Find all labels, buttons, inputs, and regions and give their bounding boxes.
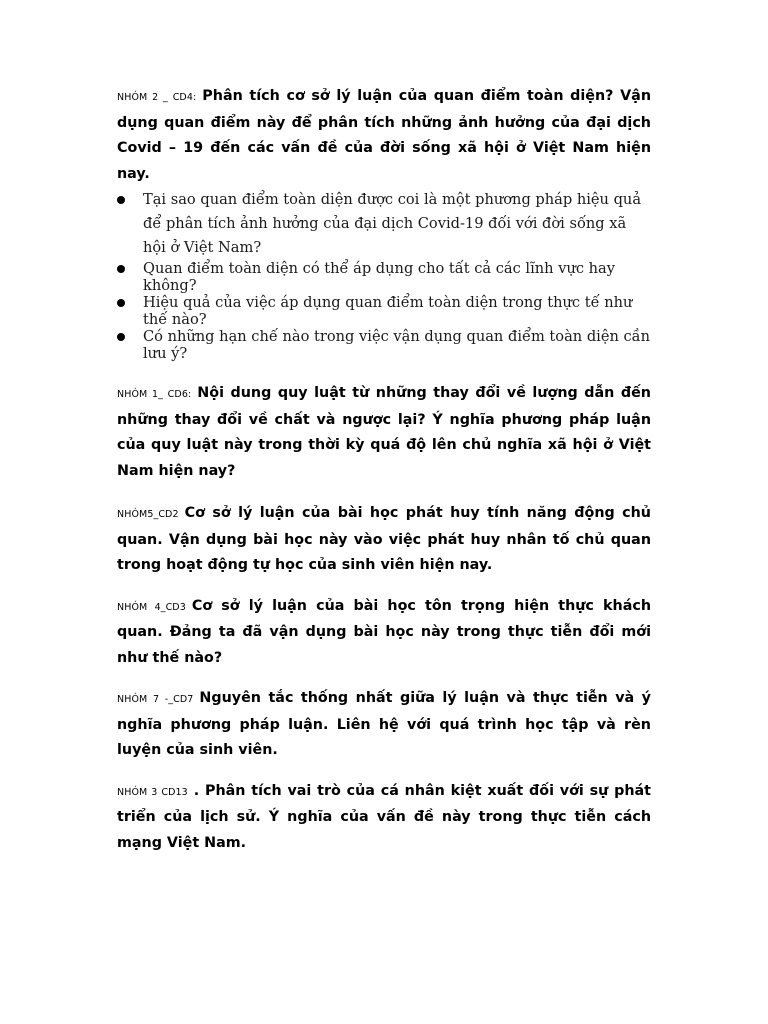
- topic-text: Phân tích cơ sở lý luận của quan điểm toàn diện? Vận dụng quan điểm này để phân tích những ảnh hưởng của đại dịch Covid – 19 đến các vấn đề của đời sống xã hội ở Việt Nam hiện nay.: [117, 88, 651, 182]
- question-item: [117, 188, 651, 260]
- question-text: Quan điểm toàn diện có thể áp dụng cho tất cả các lĩnh vực hay không?: [143, 260, 616, 294]
- bullet-icon: [117, 196, 125, 204]
- question-text: Có những hạn chế nào trong việc vận dụng quan điểm toàn diện cần lưu ý?: [143, 328, 651, 362]
- topic-text: Nguyên tắc thống nhất giữa lý luận và thực tiễn và ý nghĩa phương pháp luận. Liên hệ với quá trình học tập và rèn luyện của sinh viên.: [117, 690, 651, 758]
- question-text: Tại sao quan điểm toàn diện được coi là một phương pháp hiệu quả để phân tích ảnh hưởng của đại dịch Covid-19 đối với đời sống xã hội ở Việt Nam?: [143, 191, 642, 256]
- topic-group-5: [117, 501, 651, 579]
- document-page: [117, 84, 651, 856]
- topic-text: Nội dung quy luật từ những thay đổi về lượng dẫn đến những thay đổi về chất và ngược lại? Ý nghĩa phương pháp luận của quy luật này trong thời kỳ quá độ lên chủ nghĩa xã hội ở Việt Nam hiện nay?: [117, 385, 651, 479]
- question-item: [117, 294, 651, 328]
- bullet-icon: [117, 265, 125, 273]
- topic-group-4: [117, 594, 651, 672]
- topic-group-3: [117, 779, 651, 857]
- group-tag: NHÓM 1_ CD6:: [117, 389, 192, 400]
- question-item: [117, 260, 651, 294]
- group-tag: NHÓM 4_CD3: [117, 601, 186, 613]
- topic-text: Cơ sở lý luận của bài học phát huy tính năng động chủ quan. Vận dụng bài học này vào việc phát huy nhân tố chủ quan trong hoạt động tự học của sinh viên hiện nay.: [117, 505, 651, 573]
- bullet-icon: [117, 333, 125, 341]
- topic-group-1: [117, 381, 651, 484]
- topic-group-2: [117, 84, 651, 187]
- group-tag: NHÓM 7 -_CD7: [117, 694, 194, 705]
- question-item: [117, 328, 651, 362]
- topic-group-7: [117, 686, 651, 764]
- question-list: [117, 188, 651, 362]
- question-text: Hiệu quả của việc áp dụng quan điểm toàn diện trong thực tế như thế nào?: [143, 294, 633, 328]
- topic-text: . Phân tích vai trò của cá nhân kiệt xuất đối với sự phát triển của lịch sử. Ý nghĩa của vấn đề này trong thực tiễn cách mạng Việt Nam.: [117, 782, 651, 851]
- group-tag: NHÓM5_CD2: [117, 509, 179, 520]
- group-tag: NHÓM 2 _ CD4:: [117, 92, 197, 103]
- bullet-icon: [117, 299, 125, 307]
- topic-text: Cơ sở lý luận của bài học tôn trọng hiện thực khách quan. Đảng ta đã vận dụng bài học này trong thực tiễn đổi mới như thế nào?: [117, 597, 652, 666]
- group-tag: NHÓM 3 CD13: [117, 786, 188, 798]
